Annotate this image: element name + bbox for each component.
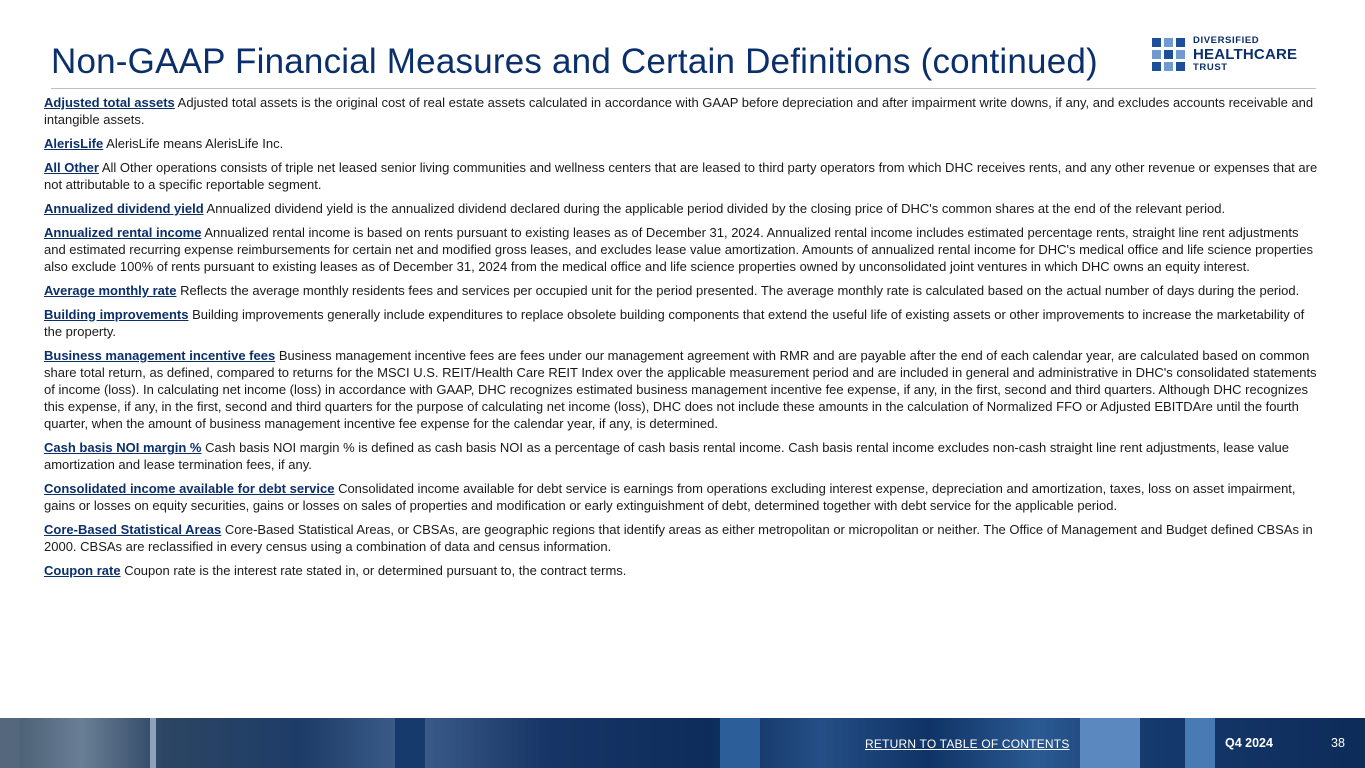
- logo-square: [1164, 38, 1173, 47]
- logo-line-2: HEALTHCARE: [1193, 45, 1298, 63]
- definition-item: [44, 439, 1320, 473]
- logo-square: [1152, 50, 1161, 59]
- logo-square: [1152, 38, 1161, 47]
- definition-term: Annualized rental income: [44, 224, 202, 240]
- footer-banner: [0, 718, 1365, 768]
- definition-text: Adjusted total assets is the original cost of real estate assets calculated in accordance with GAAP before depreciation and after impairment write downs, if any, and excludes accounts receivable and intangible assets.: [44, 95, 1314, 128]
- definition-text: Core-Based Statistical Areas, or CBSAs, are geographic regions that identify areas as either metropolitan or micropolitan or neither. The Office of Management and Budget defined CBSAs in 2000. CBSAs are reclassified in every census using a combination of data and census information.: [44, 522, 1313, 555]
- definition-item: [44, 135, 1320, 152]
- definition-term: Annualized dividend yield: [44, 200, 204, 216]
- definition-term: Building improvements: [44, 306, 189, 322]
- definition-item: [44, 347, 1320, 433]
- logo-square: [1152, 62, 1161, 71]
- definition-item: [44, 159, 1320, 193]
- definition-text: Consolidated income available for debt service is earnings from operations excluding interest expense, depreciation and amortization, taxes, loss on asset impairment, gains or losses on equity securities, gains or losses on sales of properties and modification or early extinguishment of debt, determined together with debt service for the applicable period.: [44, 481, 1296, 514]
- logo-square: [1164, 50, 1173, 59]
- page-title: Non-GAAP Financial Measures and Certain Definitions (continued): [51, 42, 1098, 81]
- logo-square: [1176, 62, 1185, 71]
- definition-item: [44, 480, 1320, 514]
- logo-square: [1164, 62, 1173, 71]
- definition-text: Reflects the average monthly residents fees and services per occupied unit for the period presented. The average monthly rate is calculated based on the actual number of days during the period.: [180, 282, 1300, 298]
- definition-item: [44, 282, 1320, 299]
- title-divider: [51, 88, 1316, 89]
- return-to-contents-link[interactable]: RETURN TO TABLE OF CONTENTS: [865, 737, 1070, 751]
- definition-text: All Other operations consists of triple net leased senior living communities and wellness centers that are leased to third party operators from which DHC receives rents, and any other revenue or expenses that are not attributable to a specific reportable segment.: [44, 159, 1318, 192]
- logo-line-3: TRUST: [1193, 61, 1228, 73]
- logo-mark-icon: [1152, 38, 1185, 71]
- definition-text: Business management incentive fees are fees under our management agreement with RMR and are payable after the end of each calendar year, are calculated based on common share total return, as defined, compared to returns for the MSCI U.S. REIT/Health Care REIT Index over the applicable measurement period and are included in general and administrative in DHC's consolidated statements of income (loss). In calculating net income (loss) in accordance with GAAP, DHC recognizes estimated business management incentive fee expense, if any, in the first, second and third quarters. Although DHC recognizes this expense, if any, in the first, second and third quarters for the purpose of calculating net income (loss), DHC does not include these amounts in the calculation of Normalized FFO or Adjusted EBITDAre until the fourth quarter, when the amount of business management incentive fee expense for the calendar year, if any, is determined.: [44, 347, 1317, 432]
- definition-item: [44, 306, 1320, 340]
- footer-stripe: [1080, 718, 1140, 768]
- definition-item: [44, 94, 1320, 128]
- footer-quarter: Q4 2024: [1225, 736, 1273, 750]
- footer-stripe: [0, 718, 20, 768]
- footer-stripe: [150, 718, 156, 768]
- footer-stripe: [1185, 718, 1215, 768]
- definition-term: Cash basis NOI margin %: [44, 440, 202, 456]
- company-logo: [1152, 36, 1297, 72]
- definition-item: [44, 224, 1320, 276]
- definition-term: Consolidated income available for debt service: [44, 481, 335, 497]
- definition-text: Annualized dividend yield is the annualized dividend declared during the applicable period divided by the closing price of DHC's common shares at the end of the relevant period.: [206, 200, 1226, 216]
- definition-item: [44, 200, 1320, 217]
- definition-term: Adjusted total assets: [44, 95, 175, 110]
- definition-item: [44, 562, 1320, 579]
- definition-text: Building improvements generally include expenditures to replace obsolete building components that extend the useful life of existing assets or other improvements to increase the marketability of the property.: [44, 306, 1305, 339]
- definition-item: [44, 521, 1320, 555]
- footer-stripe: [395, 718, 425, 768]
- footer-stripe: [720, 718, 760, 768]
- logo-square: [1176, 38, 1185, 47]
- definition-term: All Other: [44, 159, 99, 175]
- definitions-list: [44, 94, 1320, 586]
- logo-square: [1176, 50, 1185, 59]
- definition-text: Cash basis NOI margin % is defined as cash basis NOI as a percentage of cash basis rental income. Cash basis rental income excludes non-cash straight line rent adjustments, lease value amortization and lease termination fees, if any.: [44, 440, 1290, 473]
- definition-term: Business management incentive fees: [44, 347, 276, 363]
- logo-line-1: DIVERSIFIED: [1193, 35, 1260, 46]
- definition-text: AlerisLife means AlerisLife Inc.: [106, 136, 284, 151]
- definition-term: Coupon rate: [44, 563, 121, 579]
- definition-term: Core-Based Statistical Areas: [44, 522, 222, 538]
- definition-text: Annualized rental income is based on rents pursuant to existing leases as of December 31, 2024. Annualized rental income includes estimated percentage rents, straight line rent adjustments and estimated recurring expense reimbursements for certain net and modified gross leases, and excludes lease value amortization. Amounts of annualized rental income for DHC's medical office and life science properties also exclude 100% of rents pursuant to existing leases as of December 31, 2024 from the medical office and life science properties owned by unconsolidated joint ventures in which DHC owns an equity interest.: [44, 224, 1313, 274]
- definition-term: Average monthly rate: [44, 282, 177, 298]
- page-number: 38: [1331, 736, 1345, 750]
- definition-text: Coupon rate is the interest rate stated in, or determined pursuant to, the contract terms.: [124, 563, 627, 579]
- definition-term: AlerisLife: [44, 136, 104, 151]
